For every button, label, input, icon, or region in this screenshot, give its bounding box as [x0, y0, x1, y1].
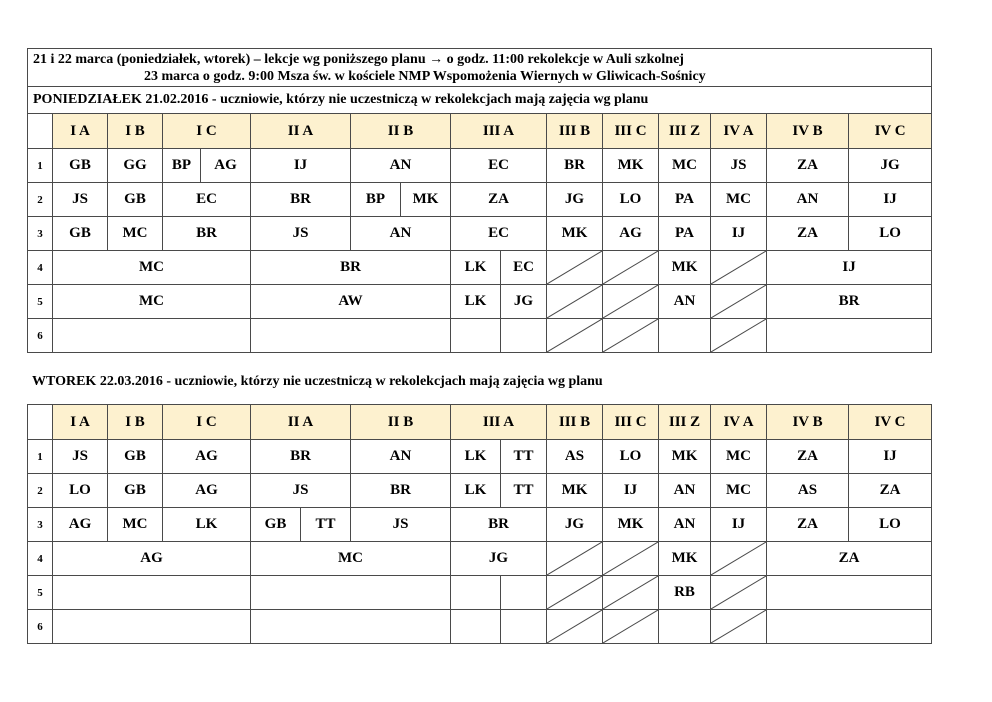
- lesson-cell: JG: [501, 285, 547, 319]
- class-header: I A: [53, 405, 108, 440]
- lesson-cell: AN: [351, 440, 451, 474]
- lesson-cell: GB: [251, 508, 301, 542]
- lesson-cell: EC: [451, 217, 547, 251]
- class-header: IV C: [849, 114, 932, 149]
- lesson-cell: [53, 610, 251, 644]
- lesson-cell: LO: [849, 508, 932, 542]
- lesson-number: 3: [28, 508, 53, 542]
- lesson-cell: GB: [53, 149, 108, 183]
- no-lesson-diagonal: [711, 576, 767, 610]
- class-header: II B: [351, 114, 451, 149]
- lesson-cell: [767, 610, 932, 644]
- class-header: I A: [53, 114, 108, 149]
- lesson-cell: [53, 319, 251, 353]
- lesson-cell: MK: [547, 217, 603, 251]
- lesson-cell: JS: [251, 217, 351, 251]
- lesson-cell: [251, 576, 451, 610]
- lesson-cell: IJ: [849, 183, 932, 217]
- lesson-cell: BR: [163, 217, 251, 251]
- lesson-cell: JS: [711, 149, 767, 183]
- lesson-cell: JG: [547, 183, 603, 217]
- lesson-cell: BR: [351, 474, 451, 508]
- lesson-cell: JG: [451, 542, 547, 576]
- lesson-cell: PA: [659, 217, 711, 251]
- lesson-number: 1: [28, 149, 53, 183]
- class-header: III Z: [659, 405, 711, 440]
- no-lesson-diagonal: [547, 319, 603, 353]
- lesson-cell: LK: [163, 508, 251, 542]
- lesson-cell: LK: [451, 285, 501, 319]
- class-header: I C: [163, 114, 251, 149]
- lesson-cell: [501, 319, 547, 353]
- no-lesson-diagonal: [603, 251, 659, 285]
- class-header: IV B: [767, 114, 849, 149]
- lesson-number: 5: [28, 576, 53, 610]
- lesson-cell: IJ: [603, 474, 659, 508]
- no-lesson-diagonal: [547, 251, 603, 285]
- lesson-cell: BR: [451, 508, 547, 542]
- class-header: IV A: [711, 114, 767, 149]
- class-header: I C: [163, 405, 251, 440]
- no-lesson-diagonal: [603, 610, 659, 644]
- table-row: [28, 251, 932, 285]
- table-row: [28, 440, 932, 474]
- lesson-cell: AS: [547, 440, 603, 474]
- lesson-cell: AS: [767, 474, 849, 508]
- lesson-cell: [251, 319, 451, 353]
- lesson-cell: ZA: [849, 474, 932, 508]
- no-lesson-diagonal: [711, 319, 767, 353]
- lesson-cell: MK: [659, 440, 711, 474]
- table-row: [28, 285, 932, 319]
- lesson-cell: MK: [659, 542, 711, 576]
- class-header: III A: [451, 114, 547, 149]
- lesson-cell: EC: [163, 183, 251, 217]
- lesson-cell: AG: [163, 440, 251, 474]
- lesson-cell: LK: [451, 251, 501, 285]
- lesson-cell: BP: [351, 183, 401, 217]
- lesson-cell: BR: [251, 251, 451, 285]
- lesson-cell: IJ: [849, 440, 932, 474]
- no-lesson-diagonal: [603, 319, 659, 353]
- lesson-number: 2: [28, 183, 53, 217]
- table-row: [28, 183, 932, 217]
- lesson-cell: GB: [53, 217, 108, 251]
- lesson-cell: GB: [108, 183, 163, 217]
- lesson-cell: ZA: [767, 440, 849, 474]
- no-lesson-diagonal: [547, 610, 603, 644]
- class-header: III B: [547, 405, 603, 440]
- lesson-cell: LK: [451, 440, 501, 474]
- lesson-cell: AG: [163, 474, 251, 508]
- lesson-cell: GB: [108, 474, 163, 508]
- lesson-cell: [501, 610, 547, 644]
- no-lesson-diagonal: [711, 542, 767, 576]
- lesson-cell: MC: [108, 217, 163, 251]
- lesson-cell: AG: [53, 542, 251, 576]
- lesson-cell: JG: [547, 508, 603, 542]
- lesson-cell: AN: [351, 217, 451, 251]
- class-header: III A: [451, 405, 547, 440]
- lesson-cell: BR: [251, 440, 351, 474]
- tuesday-heading: WTOREK 22.03.2016 - uczniowie, którzy nie uczestniczą w rekolekcjach mają zajęcia wg planu: [32, 374, 603, 389]
- class-header: II A: [251, 405, 351, 440]
- lesson-cell: GB: [108, 440, 163, 474]
- class-header: IV A: [711, 405, 767, 440]
- lesson-cell: [53, 576, 251, 610]
- lesson-cell: MC: [711, 440, 767, 474]
- class-header: III Z: [659, 114, 711, 149]
- class-header: I B: [108, 114, 163, 149]
- lesson-cell: AN: [659, 474, 711, 508]
- lesson-cell: [451, 610, 501, 644]
- lesson-number: 4: [28, 542, 53, 576]
- lesson-cell: GG: [108, 149, 163, 183]
- lesson-cell: [251, 610, 451, 644]
- no-lesson-diagonal: [547, 285, 603, 319]
- lesson-cell: BR: [251, 183, 351, 217]
- lesson-cell: EC: [451, 149, 547, 183]
- lesson-cell: [659, 610, 711, 644]
- table-row: [28, 542, 932, 576]
- no-lesson-diagonal: [711, 610, 767, 644]
- lesson-cell: AG: [201, 149, 251, 183]
- lesson-number: 1: [28, 440, 53, 474]
- lesson-cell: BR: [767, 285, 932, 319]
- rekolekcje-notice: [28, 49, 932, 87]
- lesson-cell: AN: [767, 183, 849, 217]
- lesson-cell: MK: [547, 474, 603, 508]
- tuesday-schedule-table: [27, 404, 932, 644]
- lesson-cell: MK: [603, 149, 659, 183]
- lesson-cell: JG: [849, 149, 932, 183]
- lesson-cell: EC: [501, 251, 547, 285]
- lesson-cell: JS: [53, 440, 108, 474]
- lesson-cell: LO: [603, 183, 659, 217]
- table-row: [28, 217, 932, 251]
- lesson-cell: [501, 576, 547, 610]
- lesson-cell: LO: [849, 217, 932, 251]
- lesson-cell: LK: [451, 474, 501, 508]
- no-lesson-diagonal: [547, 542, 603, 576]
- no-lesson-diagonal: [711, 251, 767, 285]
- notice-line-1: 21 i 22 marca (poniedziałek, wtorek) – lekcje wg poniższego planu → o godz. 11:00 rekolekcje w Auli szkolnej: [33, 52, 684, 67]
- lesson-cell: AG: [603, 217, 659, 251]
- lesson-cell: JS: [351, 508, 451, 542]
- no-lesson-diagonal: [711, 285, 767, 319]
- lesson-cell: [451, 319, 501, 353]
- lesson-cell: AW: [251, 285, 451, 319]
- lesson-cell: ZA: [767, 542, 932, 576]
- lesson-cell: ZA: [767, 508, 849, 542]
- tuesday-class-header-row: [28, 405, 932, 440]
- lesson-cell: MK: [401, 183, 451, 217]
- class-header: I B: [108, 405, 163, 440]
- class-header: II B: [351, 405, 451, 440]
- table-row: [28, 474, 932, 508]
- lesson-cell: JS: [251, 474, 351, 508]
- lesson-cell: MC: [108, 508, 163, 542]
- class-header: IV B: [767, 405, 849, 440]
- lesson-cell: [767, 576, 932, 610]
- lesson-cell: MC: [53, 251, 251, 285]
- lesson-cell: [767, 319, 932, 353]
- no-lesson-diagonal: [603, 542, 659, 576]
- no-lesson-diagonal: [603, 285, 659, 319]
- monday-class-header-row: [28, 114, 932, 149]
- lesson-cell: TT: [501, 474, 547, 508]
- monday-heading: PONIEDZIAŁEK 21.02.2016 - uczniowie, którzy nie uczestniczą w rekolekcjach mają zajęcia wg planu: [28, 87, 932, 114]
- lesson-cell: ZA: [451, 183, 547, 217]
- monday-schedule-table: [27, 48, 932, 353]
- lesson-cell: IJ: [711, 508, 767, 542]
- lesson-cell: MC: [53, 285, 251, 319]
- lesson-cell: MC: [711, 474, 767, 508]
- lesson-cell: AG: [53, 508, 108, 542]
- lesson-cell: MC: [659, 149, 711, 183]
- table-row: [28, 610, 932, 644]
- lesson-cell: BR: [547, 149, 603, 183]
- lesson-cell: LO: [603, 440, 659, 474]
- table-row: [28, 508, 932, 542]
- lesson-cell: MK: [659, 251, 711, 285]
- lesson-cell: IJ: [711, 217, 767, 251]
- lesson-number: 3: [28, 217, 53, 251]
- lesson-cell: BP: [163, 149, 201, 183]
- lesson-cell: AN: [659, 508, 711, 542]
- lesson-cell: IJ: [767, 251, 932, 285]
- lesson-cell: AN: [351, 149, 451, 183]
- lesson-cell: [659, 319, 711, 353]
- lesson-cell: JS: [53, 183, 108, 217]
- class-header: III B: [547, 114, 603, 149]
- table-row: [28, 319, 932, 353]
- class-header: III C: [603, 114, 659, 149]
- lesson-cell: MC: [251, 542, 451, 576]
- class-header: III C: [603, 405, 659, 440]
- no-lesson-diagonal: [603, 576, 659, 610]
- lesson-cell: PA: [659, 183, 711, 217]
- class-header: IV C: [849, 405, 932, 440]
- lesson-cell: ZA: [767, 217, 849, 251]
- table-row: [28, 576, 932, 610]
- lesson-cell: MK: [603, 508, 659, 542]
- lesson-cell: AN: [659, 285, 711, 319]
- lesson-number: 4: [28, 251, 53, 285]
- class-header: II A: [251, 114, 351, 149]
- notice-line-2: 23 marca o godz. 9:00 Msza św. w kościele NMP Wspomożenia Wiernych w Gliwicach-Sośnicy: [144, 69, 706, 84]
- lesson-number: 5: [28, 285, 53, 319]
- lesson-number: 6: [28, 610, 53, 644]
- corner-cell: [28, 114, 53, 149]
- lesson-cell: IJ: [251, 149, 351, 183]
- lesson-cell: MC: [711, 183, 767, 217]
- lesson-cell: RB: [659, 576, 711, 610]
- lesson-cell: TT: [501, 440, 547, 474]
- lesson-number: 6: [28, 319, 53, 353]
- lesson-cell: LO: [53, 474, 108, 508]
- corner-cell: [28, 405, 53, 440]
- lesson-cell: TT: [301, 508, 351, 542]
- lesson-cell: ZA: [767, 149, 849, 183]
- no-lesson-diagonal: [547, 576, 603, 610]
- table-row: [28, 149, 932, 183]
- lesson-number: 2: [28, 474, 53, 508]
- lesson-cell: [451, 576, 501, 610]
